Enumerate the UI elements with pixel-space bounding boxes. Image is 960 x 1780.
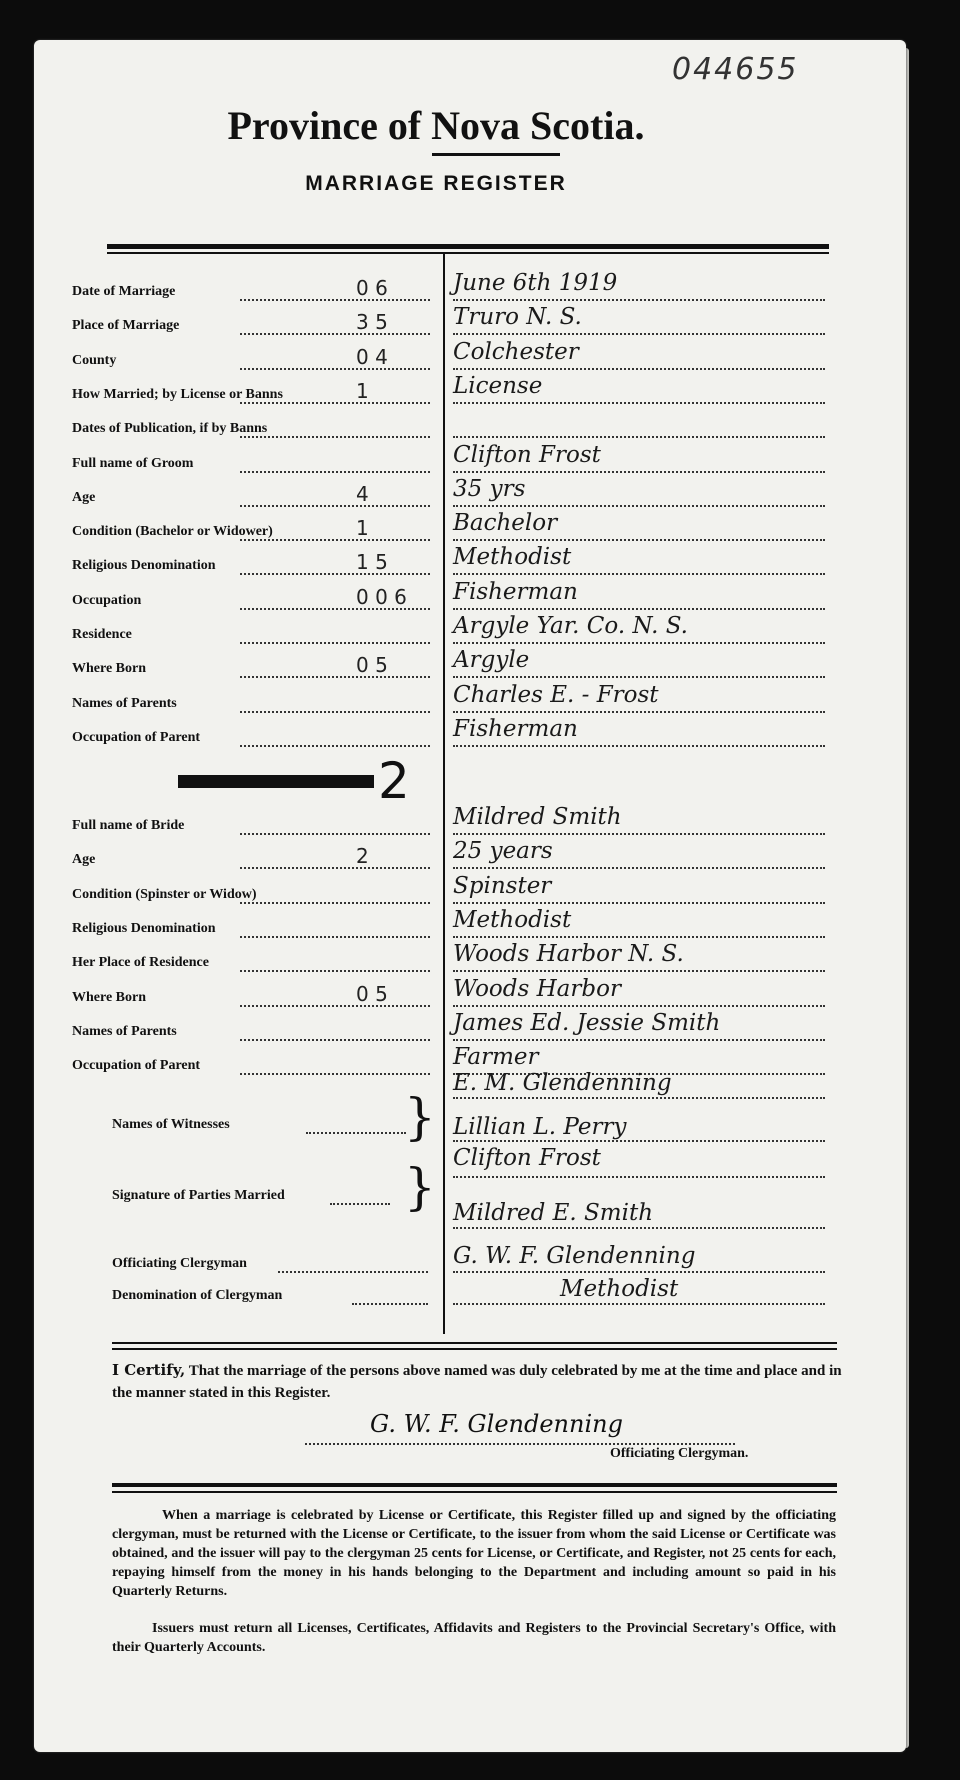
groom-field-line-10 xyxy=(453,642,825,644)
groom-field-label-1: Place of Marriage xyxy=(72,318,180,334)
bride-field-line-6 xyxy=(453,1039,825,1041)
header-rule xyxy=(107,244,829,249)
bride-field-value-4: Woods Harbor N. S. xyxy=(453,941,684,968)
groom-field-line-12 xyxy=(453,711,825,713)
groom-field-value-8: Methodist xyxy=(453,544,572,571)
notice-rule-top xyxy=(112,1483,837,1487)
bride-field-label-2: Condition (Spinster or Widow) xyxy=(72,886,257,902)
bride-field-code-1: 2 xyxy=(356,844,369,869)
groom-field-dots-4 xyxy=(240,436,430,438)
bride-field-value-3: Methodist xyxy=(453,906,572,933)
certifying-caption: Officiating Clergyman. xyxy=(610,1446,749,1461)
groom-field-label-12: Names of Parents xyxy=(72,695,177,711)
certificate-rule-top-2 xyxy=(112,1348,837,1350)
groom-field-dots-11 xyxy=(240,676,430,678)
groom-field-label-11: Where Born xyxy=(72,661,147,677)
groom-field-label-4: Dates of Publication, if by Banns xyxy=(72,421,268,437)
groom-field-dots-2 xyxy=(240,368,430,370)
title-divider xyxy=(432,153,560,156)
groom-field-dots-12 xyxy=(240,711,430,713)
signature-bride-line xyxy=(453,1227,825,1229)
groom-field-line-3 xyxy=(453,402,825,404)
certification-body: That the marriage of the persons above named was duly celebrated by me at the time and place and in the manner stated in this Register. xyxy=(112,1363,842,1401)
witnesses-brace: } xyxy=(404,1088,436,1146)
signatures-label: Signature of Parties Married xyxy=(112,1188,285,1203)
groom-field-dots-10 xyxy=(240,642,430,644)
groom-field-label-0: Date of Marriage xyxy=(72,284,176,299)
certification-heading: I Certify, xyxy=(112,1361,186,1379)
officiating-clergyman-value: G. W. F. Glendenning xyxy=(453,1243,696,1269)
bride-field-dots-6 xyxy=(240,1039,430,1041)
section-bar xyxy=(178,775,374,788)
bride-field-value-2: Spinster xyxy=(453,872,552,899)
bride-field-dots-4 xyxy=(240,970,430,972)
groom-field-value-1: Truro N. S. xyxy=(453,304,582,331)
bride-field-dots-1 xyxy=(240,867,430,869)
bride-field-line-2 xyxy=(453,902,825,904)
officiating-clergyman-line xyxy=(453,1271,825,1273)
page-title: Province of Nova Scotia. xyxy=(227,103,645,148)
groom-field-line-2 xyxy=(453,368,825,370)
groom-field-value-10: Argyle Yar. Co. N. S. xyxy=(453,613,688,639)
bride-field-dots-3 xyxy=(240,936,430,938)
return-instructions: When a marriage is celebrated by License or Certificate, this Register filled up and signed by the officiating clergyman, must be returned with the License or Certificate, to the issuer from whom the said License or Certificate was obtained, and the issuer will pay to the clergyman 25 cents for License, or Certificate, and Register, not 25 cents for each, repaying himself from the money in his hands belonging to the Department and including amount so paid in his Quarterly Returns. xyxy=(112,1508,836,1599)
bride-field-value-7: Farmer xyxy=(453,1044,539,1071)
groom-field-dots-0 xyxy=(240,299,430,301)
groom-field-code-2: 0 4 xyxy=(356,344,388,369)
groom-field-dots-13 xyxy=(240,745,430,747)
clergy-denomination-value: Methodist xyxy=(560,1276,679,1302)
groom-field-code-1: 3 5 xyxy=(356,310,388,335)
certifying-signature-line xyxy=(305,1443,735,1445)
bride-field-dots-0 xyxy=(240,833,430,835)
groom-field-code-7: 1 xyxy=(356,516,369,541)
groom-field-value-6: 35 yrs xyxy=(453,475,526,502)
bride-field-line-5 xyxy=(453,1005,825,1007)
groom-field-dots-8 xyxy=(240,573,430,575)
groom-field-value-11: Argyle xyxy=(453,647,530,674)
groom-field-code-9: 0 0 6 xyxy=(356,584,407,609)
groom-field-line-8 xyxy=(453,573,825,575)
groom-field-line-7 xyxy=(453,539,825,541)
groom-field-dots-7 xyxy=(240,539,430,541)
bride-field-label-3: Religious Denomination xyxy=(72,920,216,936)
clergy-denomination-dots xyxy=(352,1303,428,1305)
clergy-denomination-label: Denomination of Clergyman xyxy=(112,1288,283,1303)
groom-field-code-3: 1 xyxy=(356,378,369,403)
witness-1-line xyxy=(453,1097,825,1099)
bride-field-line-1 xyxy=(453,867,825,869)
bride-field-code-5: 0 5 xyxy=(356,981,388,1006)
groom-field-line-4 xyxy=(453,436,825,438)
certifying-signature: G. W. F. Glendenning xyxy=(370,1410,623,1438)
witnesses-dots xyxy=(306,1132,406,1134)
bride-field-value-0: Mildred Smith xyxy=(453,804,622,830)
document-number: 044655 xyxy=(672,52,799,87)
bride-field-dots-5 xyxy=(240,1005,430,1007)
groom-field-label-13: Occupation of Parent xyxy=(72,729,201,745)
bride-field-label-6: Names of Parents xyxy=(72,1023,177,1039)
groom-field-code-11: 0 5 xyxy=(356,653,388,678)
bride-field-label-1: Age xyxy=(72,852,96,868)
bride-field-line-3 xyxy=(453,936,825,938)
groom-field-label-6: Age xyxy=(72,489,96,505)
groom-field-dots-5 xyxy=(240,471,430,473)
groom-field-label-9: Occupation xyxy=(72,592,142,608)
signature-bride: Mildred E. Smith xyxy=(453,1200,654,1226)
groom-field-code-8: 1 5 xyxy=(356,550,388,575)
bride-field-value-6: James Ed. Jessie Smith xyxy=(453,1009,721,1036)
groom-field-value-5: Clifton Frost xyxy=(453,441,601,468)
bride-field-label-4: Her Place of Residence xyxy=(72,955,209,971)
section-mark: 2 xyxy=(378,752,410,810)
groom-field-label-7: Condition (Bachelor or Widower) xyxy=(72,524,273,540)
bride-field-label-5: Where Born xyxy=(72,989,147,1005)
groom-field-label-5: Full name of Groom xyxy=(72,455,194,471)
groom-field-dots-6 xyxy=(240,505,430,507)
certificate-rule-top xyxy=(112,1342,837,1344)
clergy-denomination-line xyxy=(453,1303,825,1305)
groom-field-label-3: How Married; by License or Banns xyxy=(72,386,283,402)
bride-field-label-0: Full name of Bride xyxy=(72,818,185,833)
groom-field-line-1 xyxy=(453,333,825,335)
witness-2: Lillian L. Perry xyxy=(453,1114,627,1140)
groom-field-value-3: License xyxy=(453,372,543,399)
header-rule-thin xyxy=(107,252,829,254)
bride-field-value-5: Woods Harbor xyxy=(453,975,621,1002)
groom-field-line-5 xyxy=(453,471,825,473)
column-divider xyxy=(443,252,445,1334)
groom-field-line-6 xyxy=(453,505,825,507)
certification-text xyxy=(112,1359,842,1404)
groom-field-dots-1 xyxy=(240,333,430,335)
groom-field-dots-3 xyxy=(240,402,430,404)
witnesses-label: Names of Witnesses xyxy=(112,1117,230,1132)
groom-field-label-2: County xyxy=(72,352,117,368)
officiating-clergyman-label: Officiating Clergyman xyxy=(112,1256,247,1271)
witness-2-line xyxy=(453,1140,825,1142)
groom-field-label-8: Religious Denomination xyxy=(72,558,216,574)
bride-field-line-4 xyxy=(453,970,825,972)
groom-field-line-0 xyxy=(453,299,825,301)
page-subtitle: MARRIAGE REGISTER xyxy=(305,172,567,195)
groom-field-value-0: June 6th 1919 xyxy=(453,270,618,296)
officiating-clergyman-dots xyxy=(278,1271,428,1273)
groom-field-value-12: Charles E. - Frost xyxy=(453,681,659,708)
groom-field-line-11 xyxy=(453,676,825,678)
groom-field-label-10: Residence xyxy=(72,627,132,642)
groom-field-code-6: 4 xyxy=(356,481,369,506)
bride-field-value-1: 25 years xyxy=(453,838,553,865)
groom-field-value-9: Fisherman xyxy=(453,578,578,605)
groom-field-value-2: Colchester xyxy=(453,338,579,365)
bride-field-dots-2 xyxy=(240,902,430,904)
bride-field-line-0 xyxy=(453,833,825,835)
groom-field-line-13 xyxy=(453,745,825,747)
notice-rule-top-2 xyxy=(112,1491,837,1493)
groom-field-line-9 xyxy=(453,608,825,610)
signature-groom: Clifton Frost xyxy=(453,1145,601,1171)
witness-1: E. M. Glendenning xyxy=(453,1070,672,1096)
bride-field-label-7: Occupation of Parent xyxy=(72,1058,201,1074)
groom-field-code-0: 0 6 xyxy=(356,276,388,300)
signatures-brace: } xyxy=(404,1158,436,1216)
bride-field-dots-7 xyxy=(240,1073,430,1075)
signature-groom-line xyxy=(453,1176,825,1178)
signatures-dots xyxy=(330,1203,390,1205)
issuers-instructions: Issuers must return all Licenses, Certificates, Affidavits and Registers to the Provincial Secretary's Office, with their Quarterly Accounts. xyxy=(112,1621,836,1655)
groom-field-value-13: Fisherman xyxy=(453,715,578,742)
groom-field-value-7: Bachelor xyxy=(453,510,558,537)
